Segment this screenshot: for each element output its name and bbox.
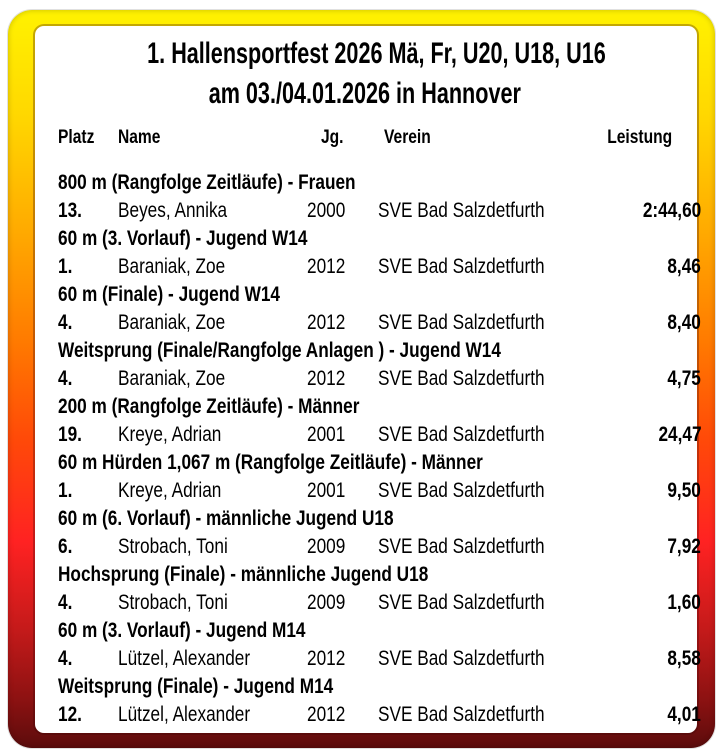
cell-leistung: 4,01 [667,703,702,726]
cell-platz: 19. [58,423,82,446]
section-header-label: 200 m (Rangfolge Zeitläufe) - Männer [58,395,360,418]
section-header-row [58,169,672,197]
cell-jg: 2012 [307,367,346,390]
cell-jg: 2012 [307,311,346,334]
result-row [58,589,702,617]
section-header-label: 60 m (3. Vorlauf) - Jugend W14 [58,227,308,250]
result-row [58,197,702,225]
section-header-label: 60 m (6. Vorlauf) - männliche Jugend U18 [58,507,394,530]
column-header-platz: Platz [58,127,95,148]
cell-leistung: 2:44,60 [642,199,702,222]
cell-jg: 2000 [307,199,346,222]
section-header-row [58,281,672,309]
result-row [58,253,702,281]
section-header-row [58,561,672,589]
cell-platz: 4. [58,647,73,670]
cell-name: Baraniak, Zoe [118,255,226,278]
cell-jg: 2012 [307,255,346,278]
cell-leistung: 9,50 [667,479,702,502]
cell-leistung: 8,40 [667,311,702,334]
cell-leistung: 24,47 [658,423,702,446]
cell-leistung: 1,60 [667,591,702,614]
cell-leistung: 4,75 [667,367,702,390]
result-row [58,421,702,449]
results-sheet [35,26,702,733]
cell-platz: 1. [58,479,73,502]
cell-verein: SVE Bad Salzdetfurth [378,703,545,726]
column-header-leistung: Leistung [607,127,672,148]
cell-verein: SVE Bad Salzdetfurth [378,535,545,558]
section-header-label: 60 m Hürden 1,067 m (Rangfolge Zeitläufe) - Männer [58,451,483,474]
result-row [58,477,702,505]
cell-verein: SVE Bad Salzdetfurth [378,367,545,390]
result-row [58,701,702,729]
gradient-border-frame [8,10,715,748]
result-row [58,645,702,673]
title-block [58,26,672,114]
cell-platz: 4. [58,311,73,334]
page-subtitle-text: am 03./04.01.2026 in Hannover [208,77,522,110]
cell-jg: 2009 [307,591,346,614]
section-header-label: 800 m (Rangfolge Zeitläufe) - Frauen [58,171,356,194]
column-header-verein: Verein [384,127,431,148]
cell-jg: 2001 [307,423,346,446]
cell-platz: 6. [58,535,73,558]
section-header-label: Weitsprung (Finale) - Jugend M14 [58,675,334,698]
cell-platz: 4. [58,591,73,614]
cell-verein: SVE Bad Salzdetfurth [378,199,545,222]
result-row [58,533,702,561]
cell-platz: 1. [58,255,73,278]
page-title [58,34,672,74]
result-row [58,365,702,393]
result-row [58,309,702,337]
cell-name: Baraniak, Zoe [118,311,226,334]
cell-verein: SVE Bad Salzdetfurth [378,255,545,278]
column-header-name: Name [118,127,161,148]
cell-name: Lützel, Alexander [118,647,251,670]
cell-platz: 12. [58,703,82,726]
section-header-label: Weitsprung (Finale/Rangfolge Anlagen ) - Jugend W14 [58,339,501,362]
cell-name: Strobach, Toni [118,591,228,614]
cell-verein: SVE Bad Salzdetfurth [378,311,545,334]
column-header-jg: Jg. [321,127,344,148]
section-header-row [58,449,672,477]
results-table [58,169,702,729]
cell-jg: 2012 [307,647,346,670]
section-header-row [58,505,672,533]
table-header [58,128,672,148]
cell-verein: SVE Bad Salzdetfurth [378,591,545,614]
cell-verein: SVE Bad Salzdetfurth [378,479,545,502]
section-header-row [58,673,672,701]
cell-verein: SVE Bad Salzdetfurth [378,647,545,670]
section-header-row [58,337,672,365]
cell-jg: 2009 [307,535,346,558]
cell-leistung: 7,92 [667,535,702,558]
cell-name: Kreye, Adrian [118,423,222,446]
section-header-label: Hochsprung (Finale) - männliche Jugend U18 [58,563,429,586]
section-header-row [58,617,672,645]
section-header-label: 60 m (Finale) - Jugend W14 [58,283,280,306]
page-title-text: 1. Hallensportfest 2026 Mä, Fr, U20, U18, U16 [147,37,606,70]
section-header-label: 60 m (3. Vorlauf) - Jugend M14 [58,619,306,642]
cell-platz: 13. [58,199,82,222]
cell-jg: 2012 [307,703,346,726]
cell-leistung: 8,46 [667,255,702,278]
cell-name: Lützel, Alexander [118,703,251,726]
cell-name: Baraniak, Zoe [118,367,226,390]
page-subtitle [58,74,672,114]
cell-verein: SVE Bad Salzdetfurth [378,423,545,446]
cell-jg: 2001 [307,479,346,502]
cell-name: Strobach, Toni [118,535,228,558]
cell-name: Beyes, Annika [118,199,228,222]
section-header-row [58,393,672,421]
cell-name: Kreye, Adrian [118,479,222,502]
cell-leistung: 8,58 [667,647,702,670]
section-header-row [58,225,672,253]
cell-platz: 4. [58,367,73,390]
